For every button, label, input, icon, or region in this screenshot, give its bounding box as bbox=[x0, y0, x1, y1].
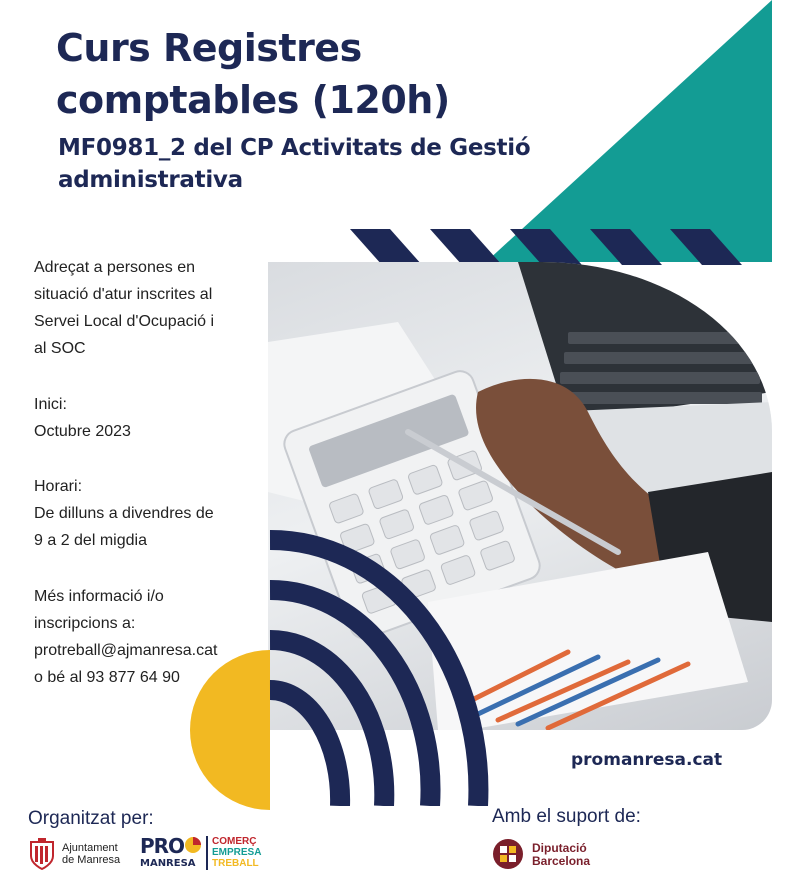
pro-manresa-logo bbox=[140, 836, 275, 872]
start-label: Inici: bbox=[34, 396, 67, 413]
website-link[interactable]: promanresa.cat bbox=[571, 750, 723, 770]
schedule-line: 9 a 2 del migdia bbox=[34, 532, 147, 549]
navy-arcs-decoration bbox=[260, 528, 490, 806]
audience-line: al SOC bbox=[34, 340, 86, 357]
contact-line: inscripcions a: bbox=[34, 615, 136, 632]
schedule-block bbox=[34, 473, 274, 554]
ajuntament-line: Ajuntament bbox=[62, 842, 118, 854]
contact-phone: o bé al 93 877 64 90 bbox=[34, 669, 180, 686]
contact-line: Més informació i/o bbox=[34, 588, 164, 605]
pro-mark: PRO bbox=[140, 834, 185, 858]
circle-mark-icon bbox=[184, 836, 202, 854]
schedule-line: De dilluns a divendres de bbox=[34, 505, 214, 522]
audience-line: Adreçat a persones en bbox=[34, 259, 195, 276]
diputacio-barcelona-logo bbox=[492, 838, 622, 872]
diputacio-line: Barcelona bbox=[532, 854, 591, 868]
support-label: Amb el suport de: bbox=[492, 806, 641, 827]
pro-divider bbox=[206, 836, 208, 870]
organized-by-label: Organitzat per: bbox=[28, 808, 154, 829]
start-block bbox=[34, 391, 274, 445]
page-title: Curs Registres comptables (120h) bbox=[56, 26, 450, 122]
audience-line: situació d'atur inscrites al bbox=[34, 286, 213, 303]
diputacio-line: Diputació bbox=[532, 841, 587, 855]
shield-icon bbox=[28, 838, 56, 870]
ajuntament-manresa-logo bbox=[28, 838, 128, 870]
pro-line: TREBALL bbox=[212, 858, 259, 869]
diputacio-emblem-icon bbox=[492, 838, 524, 870]
page-subtitle: MF0981_2 del CP Activitats de Gestió administrativa bbox=[58, 135, 531, 193]
audience-line: Servei Local d'Ocupació i bbox=[34, 313, 215, 330]
pro-city: MANRESA bbox=[140, 858, 196, 869]
pro-line: COMERÇ bbox=[212, 836, 257, 847]
schedule-label: Horari: bbox=[34, 478, 83, 495]
contact-email-link[interactable]: protreball@ajmanresa.cat bbox=[34, 642, 218, 659]
ajuntament-line: de Manresa bbox=[62, 854, 121, 866]
audience-block bbox=[34, 254, 274, 362]
start-value: Octubre 2023 bbox=[34, 423, 131, 440]
contact-block bbox=[34, 583, 274, 691]
pro-line: EMPRESA bbox=[212, 847, 262, 858]
